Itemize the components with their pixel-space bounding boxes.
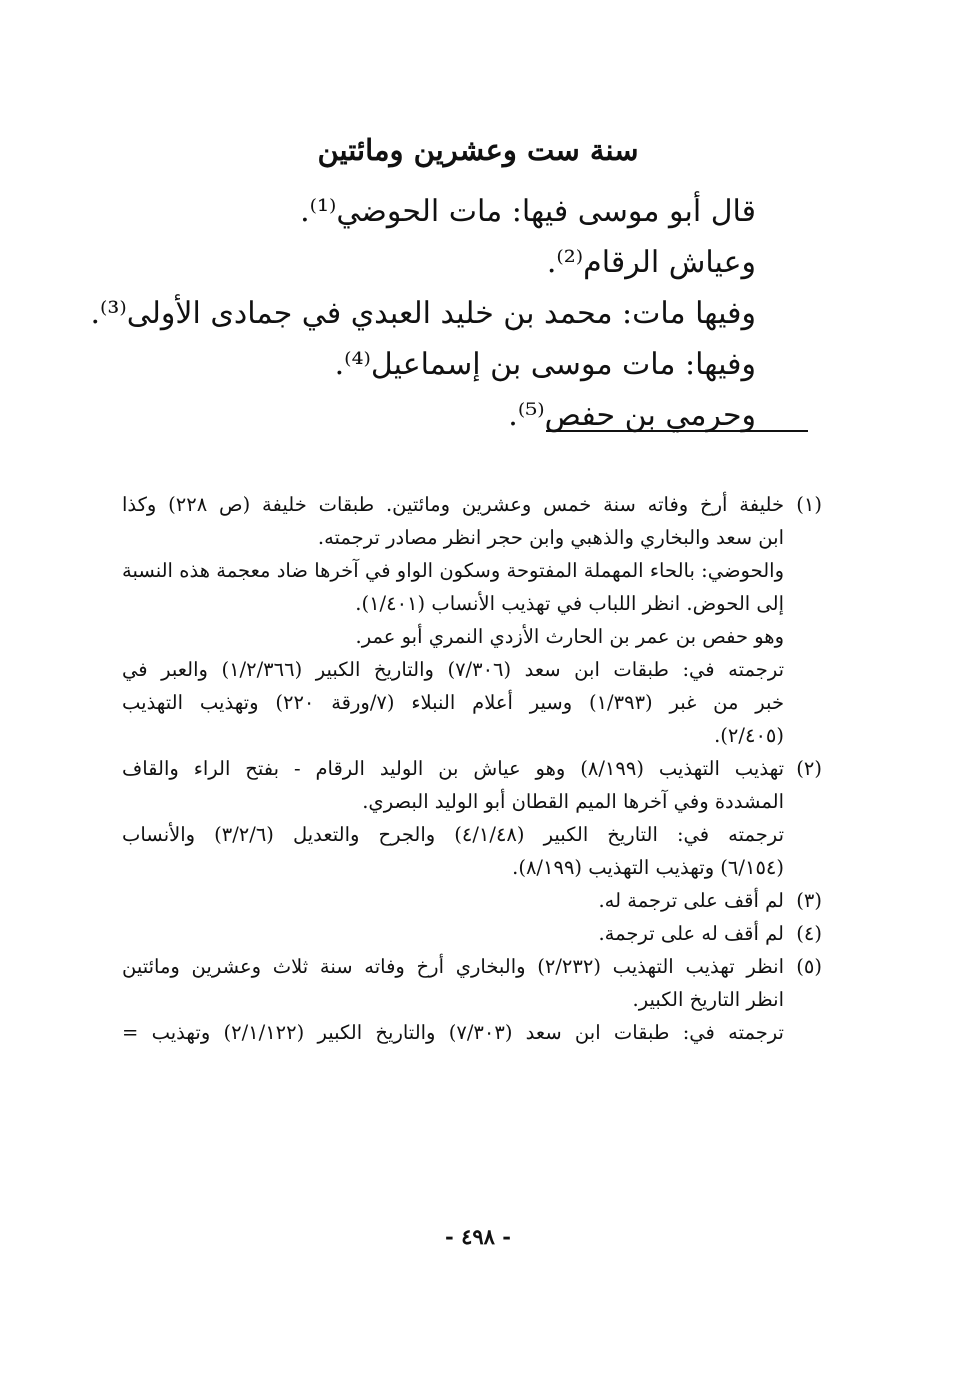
page-number: - ٤٩٨ - xyxy=(445,1224,511,1249)
footnote-text: (٢/٤٠٥). xyxy=(714,724,784,747)
footnote-continuation-line xyxy=(122,521,784,554)
footnotes xyxy=(122,488,822,1049)
footnote-continuation-line xyxy=(122,719,784,752)
footnote-text: المشددة وفي آخرها الميم القطان أبو الوليد البصري. xyxy=(362,790,784,813)
footnote-text: وهو حفص بن عمر بن الحارث الأزدي النمري أبو عمر. xyxy=(355,625,784,648)
footnote-line xyxy=(122,488,822,521)
footnote-text: ابن سعد والبخاري والذهبي وابن حجر انظر مصادر ترجمته. xyxy=(317,526,784,549)
main-line: وفيها مات: محمد بن خليد العبدي في جمادى الأولى⁽³⁾. xyxy=(90,296,756,331)
footnote-continuation-line xyxy=(122,818,784,851)
footnote-number: (٣) xyxy=(796,889,822,912)
footnote-continuation-line xyxy=(122,1016,784,1049)
footnote-text: انظر التاريخ الكبير. xyxy=(632,988,784,1011)
footnote-continuation-line xyxy=(122,785,784,818)
footnote-text: (٦/١٥٤) وتهذيب التهذيب (٨/١٩٩). xyxy=(512,856,784,879)
footnote-line xyxy=(122,752,822,785)
footnote-text: والحوضي: بالحاء المهملة المفتوحة وسكون الواو في آخرها ضاد معجمة هذه النسبة xyxy=(122,559,784,582)
main-text xyxy=(90,186,756,441)
footnote-number: (٢) xyxy=(796,757,822,780)
main-line: وعياش الرقام⁽²⁾. xyxy=(546,245,756,280)
main-line: قال أبو موسى فيها: مات الحوضي⁽¹⁾. xyxy=(300,194,756,229)
footnote-text: ترجمته في: طبقات ابن سعد (٧/٣٠٣) والتاريخ الكبير (٢/١/١٢٢) وتهذيب = xyxy=(122,1021,784,1044)
footnote-continuation-line xyxy=(122,983,784,1016)
footnote-line xyxy=(122,884,822,917)
footnote-text: انظر تهذيب التهذيب (٢/٢٣٢) والبخاري أرخ وفاته سنة ثلاث وعشرين ومائتين xyxy=(122,955,784,978)
footnote-line xyxy=(122,917,822,950)
footnote-number: (١) xyxy=(796,493,822,516)
footnote-text: لم أقف على ترجمة له. xyxy=(598,889,784,912)
footnote-text: إلى الحوض. انظر اللباب في تهذيب الأنساب (١/٤٠١). xyxy=(355,592,784,615)
footnote-continuation-line xyxy=(122,620,784,653)
footnote-separator xyxy=(546,430,808,432)
main-line: وفيها: مات موسى بن إسماعيل⁽⁴⁾. xyxy=(334,347,756,382)
footnote-text: لم أقف له على ترجمة. xyxy=(598,922,784,945)
footnote-number: (٤) xyxy=(796,922,822,945)
footnote-line xyxy=(122,950,822,983)
footnote-continuation-line xyxy=(122,686,784,719)
footnote-text: تهذيب التهذيب (٨/١٩٩) وهو عياش بن الوليد الرقام - بفتح الراء والقاف xyxy=(122,757,784,780)
footnote-text: خليفة أرخ وفاته سنة خمس وعشرين ومائتين. طبقات خليفة (ص ٢٢٨) وكذا xyxy=(122,493,784,516)
footnote-continuation-line xyxy=(122,554,784,587)
footnote-text: ترجمته في: التاريخ الكبير (٤/١/٤٨) والجرح والتعديل (٣/٢/٦) والأنساب xyxy=(122,823,784,846)
footnote-continuation-line xyxy=(122,653,784,686)
footnote-continuation-line xyxy=(122,587,784,620)
footnote-number: (٥) xyxy=(796,955,822,978)
footnote-continuation-line xyxy=(122,851,784,884)
footnote-text: ترجمته في: طبقات ابن سعد (٧/٣٠٦) والتاريخ الكبير (١/٢/٣٦٦) والعبر في xyxy=(122,658,784,681)
footnote-text: خبر من غبر (١/٣٩٣) وسير أعلام النبلاء (٧/ورقة ٢٢٠) وتهذيب التهذيب xyxy=(122,691,784,714)
section-heading: سنة ست وعشرين ومائتين xyxy=(317,133,639,167)
main-line: وحرمي بن حفص⁽⁵⁾. xyxy=(508,398,756,433)
